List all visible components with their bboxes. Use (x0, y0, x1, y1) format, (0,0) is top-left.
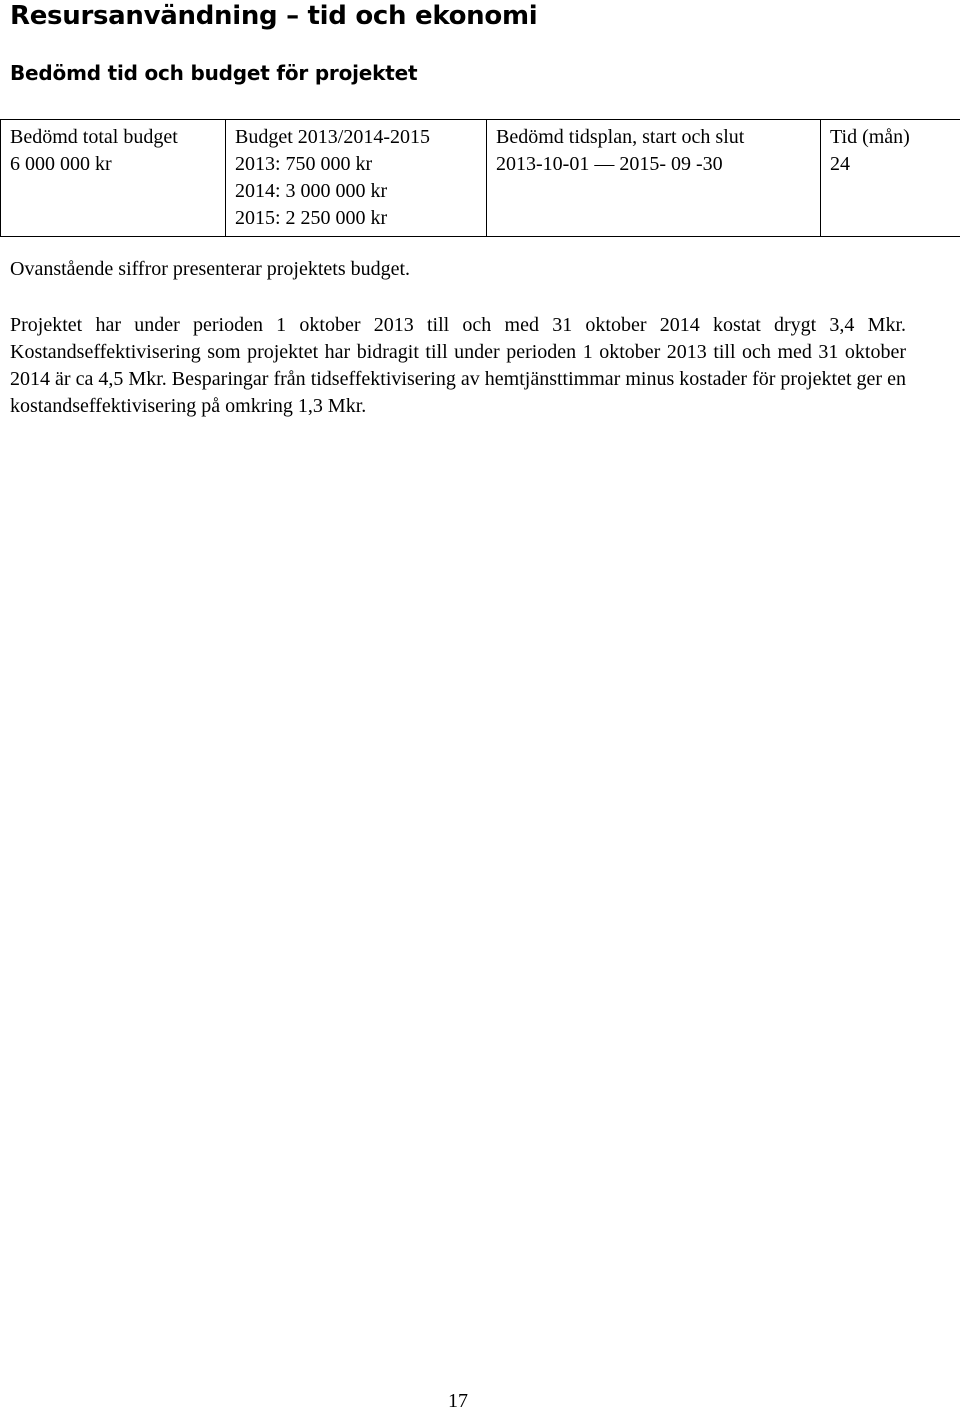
section-heading: Resursanvändning – tid och ekonomi (10, 0, 537, 32)
total-budget-value: 6 000 000 kr (10, 151, 217, 178)
budget-table (0, 119, 960, 237)
time-label: Tid (mån) (830, 124, 952, 151)
cost-paragraph: Projektet har under perioden 1 oktober 2013 till och med 31 oktober 2014 kostat drygt 3,4 Mkr. Kostandseffektivisering som projektet har bidragit till under perioden 1 oktober 2013 till och med 31 oktober 2014 är ca 4,5 Mkr. Besparingar från tidseffektivisering av hemtjänsttimmar minus kostader för projektet ger en kostandseffektivisering på omkring 1,3 Mkr. (10, 312, 906, 420)
yearly-budget-cell (226, 120, 487, 237)
budget-2015: 2015: 2 250 000 kr (235, 205, 478, 232)
budget-period-label: Budget 2013/2014-2015 (235, 124, 478, 151)
page-number: 17 (0, 1388, 916, 1415)
section-subheading: Bedömd tid och budget för projektet (10, 60, 417, 86)
budget-2013: 2013: 750 000 kr (235, 151, 478, 178)
budget-2014: 2014: 3 000 000 kr (235, 178, 478, 205)
schedule-dates: 2013-10-01 — 2015- 09 -30 (496, 151, 812, 178)
total-budget-cell (1, 120, 226, 237)
time-cell (821, 120, 960, 237)
budget-note: Ovanstående siffror presenterar projektets budget. (10, 256, 410, 283)
budget-table-row (1, 120, 960, 237)
schedule-cell (487, 120, 821, 237)
total-budget-label: Bedömd total budget (10, 124, 217, 151)
schedule-label: Bedömd tidsplan, start och slut (496, 124, 812, 151)
time-value: 24 (830, 151, 952, 178)
